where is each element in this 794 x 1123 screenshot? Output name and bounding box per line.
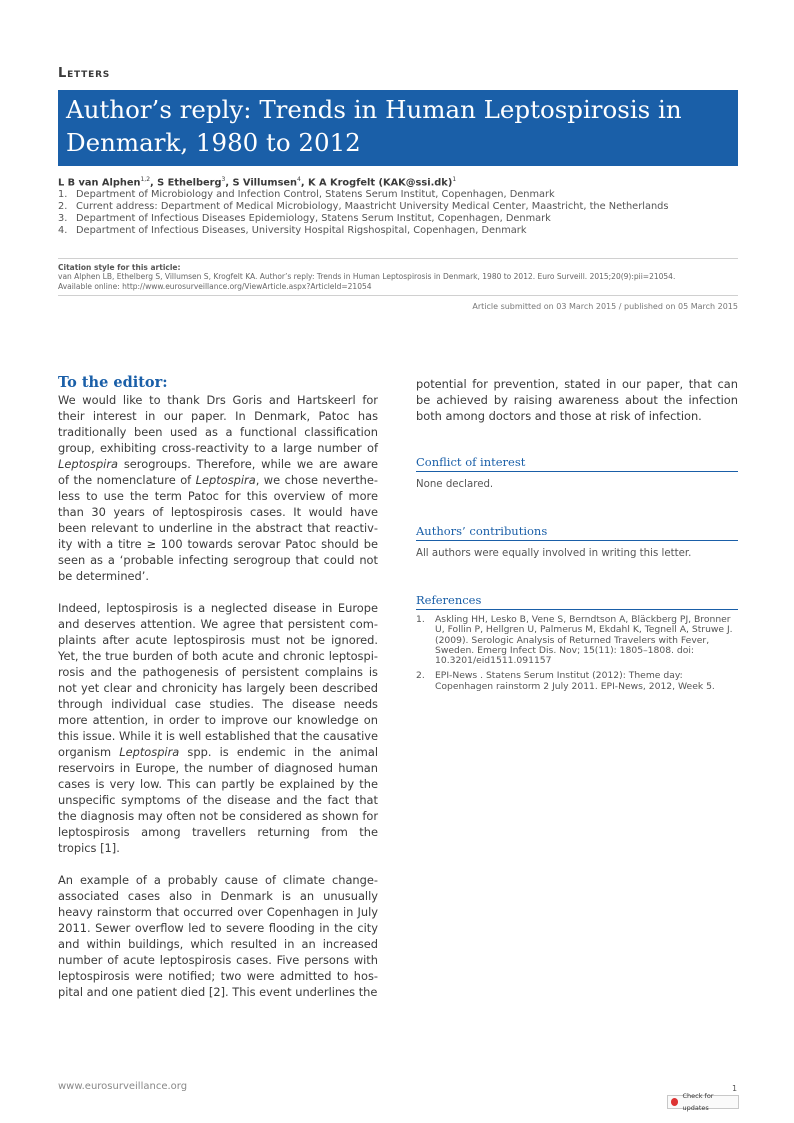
author-affil-sup: 4	[297, 176, 301, 183]
author-name[interactable]: , K A Krogfelt (KAK@ssi.dk)	[300, 177, 453, 189]
affiliation-number: 4.	[58, 225, 68, 236]
affiliation-number: 2.	[58, 201, 68, 212]
crossmark-icon	[671, 1098, 678, 1106]
affiliation-item	[58, 225, 669, 237]
reference-number: 2.	[416, 670, 425, 682]
divider	[58, 258, 738, 259]
references-heading: References	[416, 592, 738, 610]
citation-line: van Alphen LB, Ethelberg S, Villumsen S, Krogfelt KA. Author’s reply: Trends in Human Leptospirosis in Denmark, 1980 to 2012. Euro Surveill. 2015;20(9):pii=21054.	[58, 272, 676, 281]
divider	[58, 295, 738, 296]
contributions-heading: Authors’ contributions	[416, 523, 738, 541]
affiliation-text: Department of Infectious Diseases Epidemiology, Statens Serum Institut, Copenhagen, Denmark	[76, 213, 551, 224]
author-name: L B van Alphen	[58, 177, 141, 189]
reference-item	[416, 615, 738, 666]
affiliation-list	[58, 189, 669, 237]
citation-text	[58, 272, 742, 292]
body-heading: To the editor:	[58, 374, 168, 391]
body-paragraph: We would like to thank Drs Goris and Hartskeerl for their interest in our paper. In Denmark, Patoc has traditionally been used as a functional classification group, exhibiting cross-reactivity to a large number of Leptospira serogroups. Therefore, while we are aware of the nomenclature of Leptospira, we chose nevertheless to use the term Patoc for this overview of more than 30 years of leptospirosis cases. It would have been relevant to underline in the abstract that reactivity with a titre ≥ 100 towards serovar Patoc should be seen as a ‘probable infecting serogroup that could not be determined’.	[58, 393, 378, 583]
section-label: Letters	[58, 66, 111, 81]
citation-heading: Citation style for this article:	[58, 263, 181, 272]
contributions-text: All authors were equally involved in writing this letter.	[416, 548, 692, 559]
author-name: , S Villumsen	[225, 177, 298, 189]
article-title: Author’s reply: Trends in Human Leptospirosis in Denmark, 1980 to 2012	[66, 95, 682, 157]
body-paragraph: potential for prevention, stated in our paper, that can be achieved by raising awareness about the infection both among doctors and those at risk of infection.	[416, 377, 738, 423]
author-affil-sup: 3	[221, 176, 226, 183]
right-column	[416, 376, 738, 697]
check-for-updates-button[interactable]	[667, 1092, 739, 1112]
affiliation-number: 1.	[58, 189, 68, 200]
author-list	[58, 176, 456, 188]
reference-text: EPI-News . Statens Serum Institut (2012): Theme day: Copenhagen rainstorm 2 July 2011. EPI-News, 2012, Week 5.	[435, 670, 715, 692]
affiliation-item	[58, 213, 669, 225]
author-affil-sup: 1	[452, 176, 457, 183]
left-column	[58, 392, 378, 1016]
affiliation-text: Department of Microbiology and Infection Control, Statens Serum Institut, Copenhagen, Denmark	[76, 189, 555, 200]
title-banner	[58, 90, 738, 166]
affiliation-item	[58, 201, 669, 213]
conflict-heading: Conflict of interest	[416, 454, 738, 472]
reference-item	[416, 671, 738, 692]
citation-url[interactable]: Available online: http://www.eurosurveillance.org/ViewArticle.aspx?ArticleId=21054	[58, 282, 372, 291]
affiliation-text: Current address: Department of Medical Microbiology, Maastricht University Medical Center, Maastricht, the Netherlands	[76, 201, 669, 212]
affiliation-text: Department of Infectious Diseases, University Hospital Rigshospital, Copenhagen, Denmark	[76, 225, 527, 236]
affiliation-item	[58, 189, 669, 201]
submission-dates: Article submitted on 03 March 2015 / published on 05 March 2015	[472, 302, 738, 311]
conflict-text: None declared.	[416, 479, 494, 490]
body-paragraph: Indeed, leptospirosis is a neglected disease in Europe and deserves attention. We agree that persistent complaints after acute leptospirosis must not be ignored. Yet, the true burden of both acute and chronic leptospirosis and the pathogenesis of persistent complains is not yet clear and chronicity has largely been described through individual case studies. The disease needs more attention, in order to improve our knowledge on this issue. While it is well established that the causative organism Leptospira spp. is endemic in the animal reservoirs in Europe, the number of diagnosed human cases is very low. This can partly be explained by the unspecific symptoms of the disease and the fact that the diagnosis may often not be considered as shown for leptospirosis among travellers returning from the tropics [1].	[58, 601, 379, 855]
page-number: 1	[732, 1084, 738, 1093]
author-name: , S Ethelberg	[150, 177, 222, 189]
body-paragraph: An example of a probably cause of climate change-associated cases also in Denmark is an unusually heavy rainstorm that occurred over Copenhagen in July 2011. Sewer overflow led to severe flooding in the city and within buildings, which resulted in an increased number of acute leptospirosis cases. Five persons with leptospirosis were notified; two were admitted to hospital and one patient died [2]. This event underlines the	[58, 873, 378, 999]
author-affil-sup: 1,2	[140, 176, 151, 183]
check-for-updates-label: Check for updates	[682, 1092, 714, 1112]
references-list	[416, 615, 738, 692]
reference-number: 1.	[416, 614, 425, 625]
reference-text: Askling HH, Lesko B, Vene S, Berndtson A, Bläckberg PJ, Bronner U, Follin P, Hellgren U, Palmerus M, Ekdahl K, Tegnell A, Struwe J. (2009). Serologic Analysis of Returned Travelers with Fever, Sweden. Emerg Infect Dis. Nov; 15(11): 1805–1808. doi: 10.3201/eid1511.091157	[435, 614, 733, 667]
affiliation-number: 3.	[58, 213, 68, 224]
footer-url[interactable]: www.eurosurveillance.org	[58, 1081, 188, 1092]
